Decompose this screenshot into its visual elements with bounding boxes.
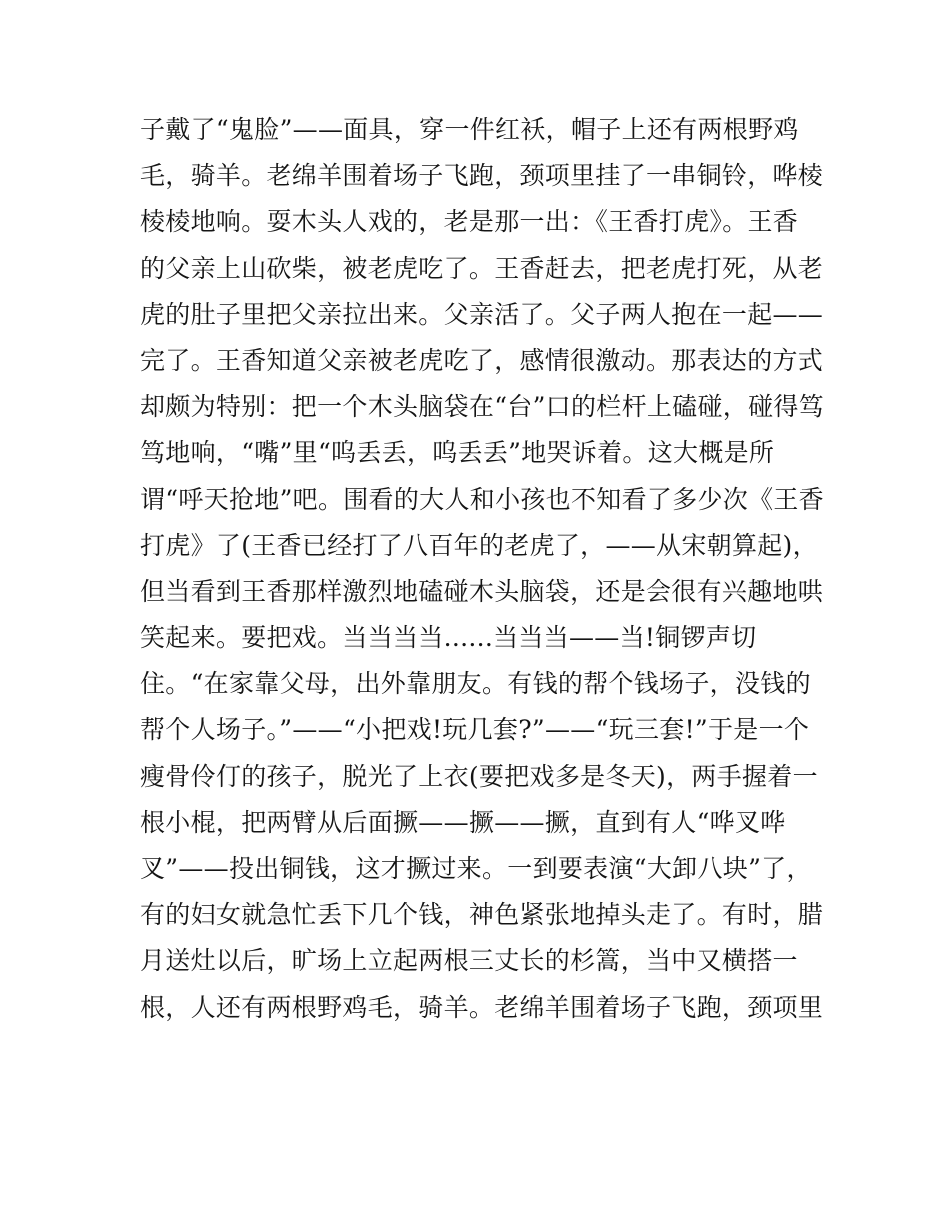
text-line: 完了。王香知道父亲被老虎吃了，感情很激动。那表达的方式 xyxy=(140,345,824,375)
text-line: 谓“呼天抢地”吧。围看的大人和小孩也不知看了多少次《王香 xyxy=(140,484,824,514)
text-line: 叉”——投出铜钱，这才撅过来。一到要表演“大卸八块”了， xyxy=(140,854,812,883)
text-line: 帮个人场子。”——“小把戏!玩几套?”——“玩三套!”于是一个 xyxy=(140,715,810,745)
text-line: 根，人还有两根野鸡毛，骑羊。老绵羊围着场子飞跑，颈项里 xyxy=(140,992,824,1022)
text-line: 毛，骑羊。老绵羊围着场子飞跑，颈项里挂了一串铜铃，哗棱 xyxy=(140,161,824,191)
text-line: 瘦骨伶仃的孩子，脱光了上衣(要把戏多是冬天)，两手握着一 xyxy=(140,761,818,791)
text-line: 棱棱地响。耍木头人戏的，老是那一出：《王香打虎》。王香 xyxy=(140,207,799,237)
text-line: 月送灶以后，旷场上立起两根三丈长的杉篙，当中又横搭一 xyxy=(140,946,798,976)
text-line: 却颇为特别：把一个木头脑袋在“台”口的栏杆上磕碰，碰得笃 xyxy=(140,392,824,422)
text-line: 笑起来。要把戏。当当当当......当当当——当!铜锣声切 xyxy=(140,623,757,653)
body-text xyxy=(140,107,830,1031)
text-line: 但当看到王香那样激烈地磕碰木头脑袋，还是会很有兴趣地哄 xyxy=(140,576,824,606)
text-line: 子戴了“鬼脸”——面具，穿一件红袄，帽子上还有两根野鸡 xyxy=(140,115,799,144)
text-line: 的父亲上山砍柴，被老虎吃了。王香赶去，把老虎打死，从老 xyxy=(140,253,824,283)
text-line: 虎的肚子里把父亲拉出来。父亲活了。父子两人抱在一起—— xyxy=(140,299,824,329)
text-line: 住。“在家靠父母，出外靠朋友。有钱的帮个钱场子，没钱的 xyxy=(140,669,811,699)
text-line: 有的妇女就急忙丢下几个钱，神色紧张地掉头走了。有时，腊 xyxy=(140,900,824,930)
text-line: 打虎》了(王香已经打了八百年的老虎了，——从宋朝算起)， xyxy=(140,530,818,560)
text-line: 根小棍，把两臂从后面撅——撅——撅，直到有人“哗叉哗 xyxy=(140,807,786,837)
text-line: 笃地响，“嘴”里“呜丢丢，呜丢丢”地哭诉着。这大概是所 xyxy=(140,438,775,468)
